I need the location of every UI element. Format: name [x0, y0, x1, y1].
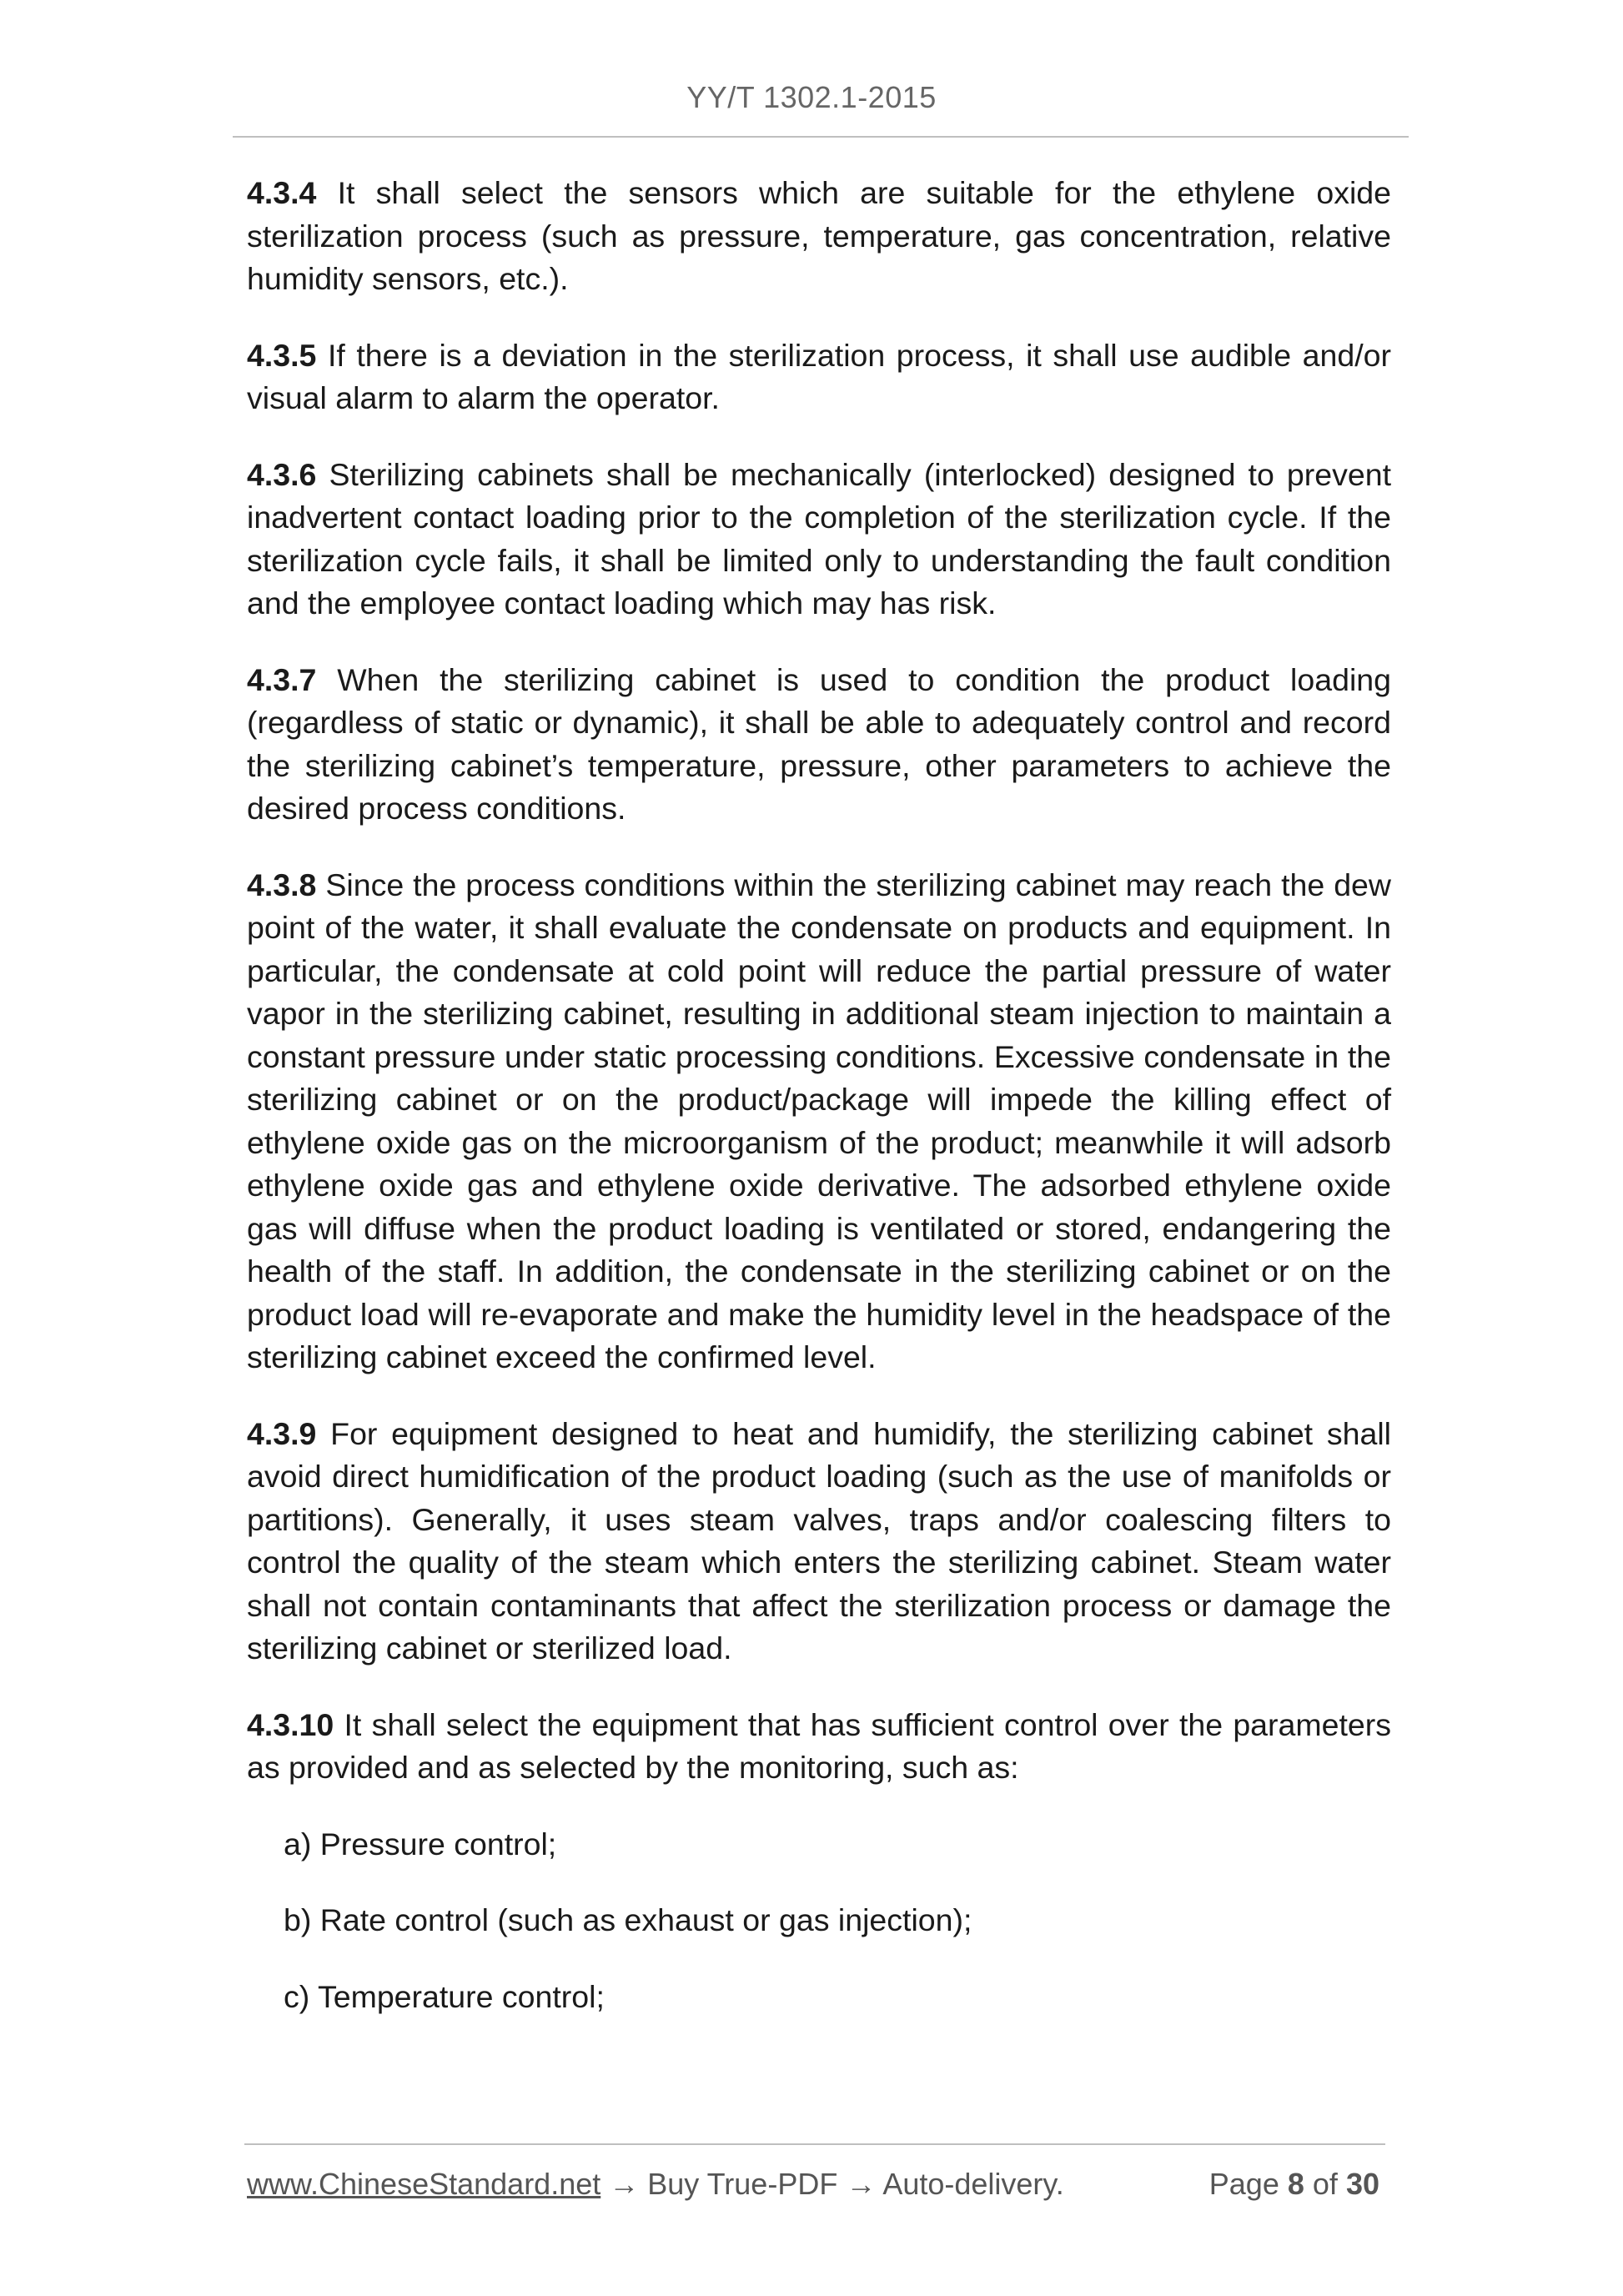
- section-4-3-10: [247, 1704, 1391, 1790]
- section-number: 4.3.5: [247, 337, 317, 373]
- page-footer: [247, 2167, 1379, 2208]
- section-number: 4.3.4: [247, 175, 317, 210]
- section-text: It shall select the sensors which are suitable for the ethylene oxide sterilization process (such as pressure, temperature, gas concentration, relative humidity sensors, etc.).: [247, 175, 1391, 296]
- section-text: It shall select the equipment that has sufficient control over the parameters as provided and as selected by the monitoring, such as:: [247, 1706, 1391, 1785]
- section-number: 4.3.6: [247, 456, 317, 492]
- section-number: 4.3.9: [247, 1415, 317, 1451]
- section-text: If there is a deviation in the sterilization process, it shall use audible and/or visual alarm to alarm the operator.: [247, 337, 1391, 415]
- section-text: When the sterilizing cabinet is used to condition the product loading (regardless of static or dynamic), it shall be able to adequately control and record the sterilizing cabinet’s temperature, pressure, other parameters to achieve the desired process conditions.: [247, 661, 1392, 826]
- page-number: [1209, 2167, 1379, 2202]
- website-link[interactable]: www.ChineseStandard.net: [247, 2167, 601, 2201]
- section-4-3-8: [247, 864, 1391, 1379]
- section-4-3-6: [247, 454, 1391, 625]
- section-number: 4.3.7: [247, 661, 317, 697]
- page-label: Page: [1208, 2167, 1279, 2201]
- section-4-3-7: [247, 659, 1391, 831]
- list-item: c) Temperature control;: [284, 1978, 605, 2014]
- list-item: b) Rate control (such as exhaust or gas injection);: [284, 1902, 972, 1937]
- footer-divider: [244, 2143, 1385, 2145]
- section-4-3-4: [247, 172, 1391, 301]
- section-number: 4.3.10: [247, 1706, 334, 1742]
- section-number: 4.3.8: [247, 867, 317, 902]
- section-text: Since the process conditions within the sterilizing cabinet may reach the dew point of the water, it shall evaluate the condensate on products and equipment. In particular, the condensate at cold point will reduce the partial pressure of water vapor in the sterilizing cabinet, resulting in additional steam injection to maintain a constant pressure under static processing conditions. Excessive condensate in the sterilizing cabinet or on the product/package will impede the killing effect of ethylene oxide gas on the microorganism of the product; meanwhile it will adsorb ethylene oxide gas and ethylene oxide derivative. The adsorbed ethylene oxide gas will diffuse when the product loading is ventilated or stored, endangering the health of the staff. In addition, the condensate in the sterilizing cabinet or on the product load will re-evaporate and make the humidity level in the headspace of the sterilizing cabinet exceed the confirmed level.: [247, 867, 1391, 1374]
- header-divider: [233, 136, 1409, 138]
- page-current: 8: [1287, 2167, 1304, 2201]
- section-text: For equipment designed to heat and humidify, the sterilizing cabinet shall avoid direct humidification of the product loading (such as the use of manifolds or partitions). Generally, it uses steam valves, traps and/or coalescing filters to control the quality of the steam which enters the sterilizing cabinet. Steam water shall not contain contaminants that affect the sterilization process or damage the sterilizing cabinet or sterilized load.: [247, 1415, 1391, 1665]
- list-item: a) Pressure control;: [284, 1826, 557, 1861]
- document-header: YY/T 1302.1-2015: [686, 80, 937, 114]
- section-text: Sterilizing cabinets shall be mechanically (interlocked) designed to prevent inadvertent contact loading prior to the completion of the sterilization cycle. If the sterilization cycle fails, it shall be limited only to understanding the fault condition and the employee contact loading which may has risk.: [247, 456, 1392, 620]
- footer-promo: [247, 2167, 1064, 2202]
- document-body: [247, 172, 1391, 2052]
- page-of-label: of: [1312, 2167, 1338, 2201]
- footer-tagline: → Buy True-PDF → Auto-delivery.: [600, 2167, 1064, 2201]
- page-total: 30: [1345, 2167, 1379, 2201]
- section-4-3-9: [247, 1413, 1391, 1671]
- section-4-3-5: [247, 334, 1391, 420]
